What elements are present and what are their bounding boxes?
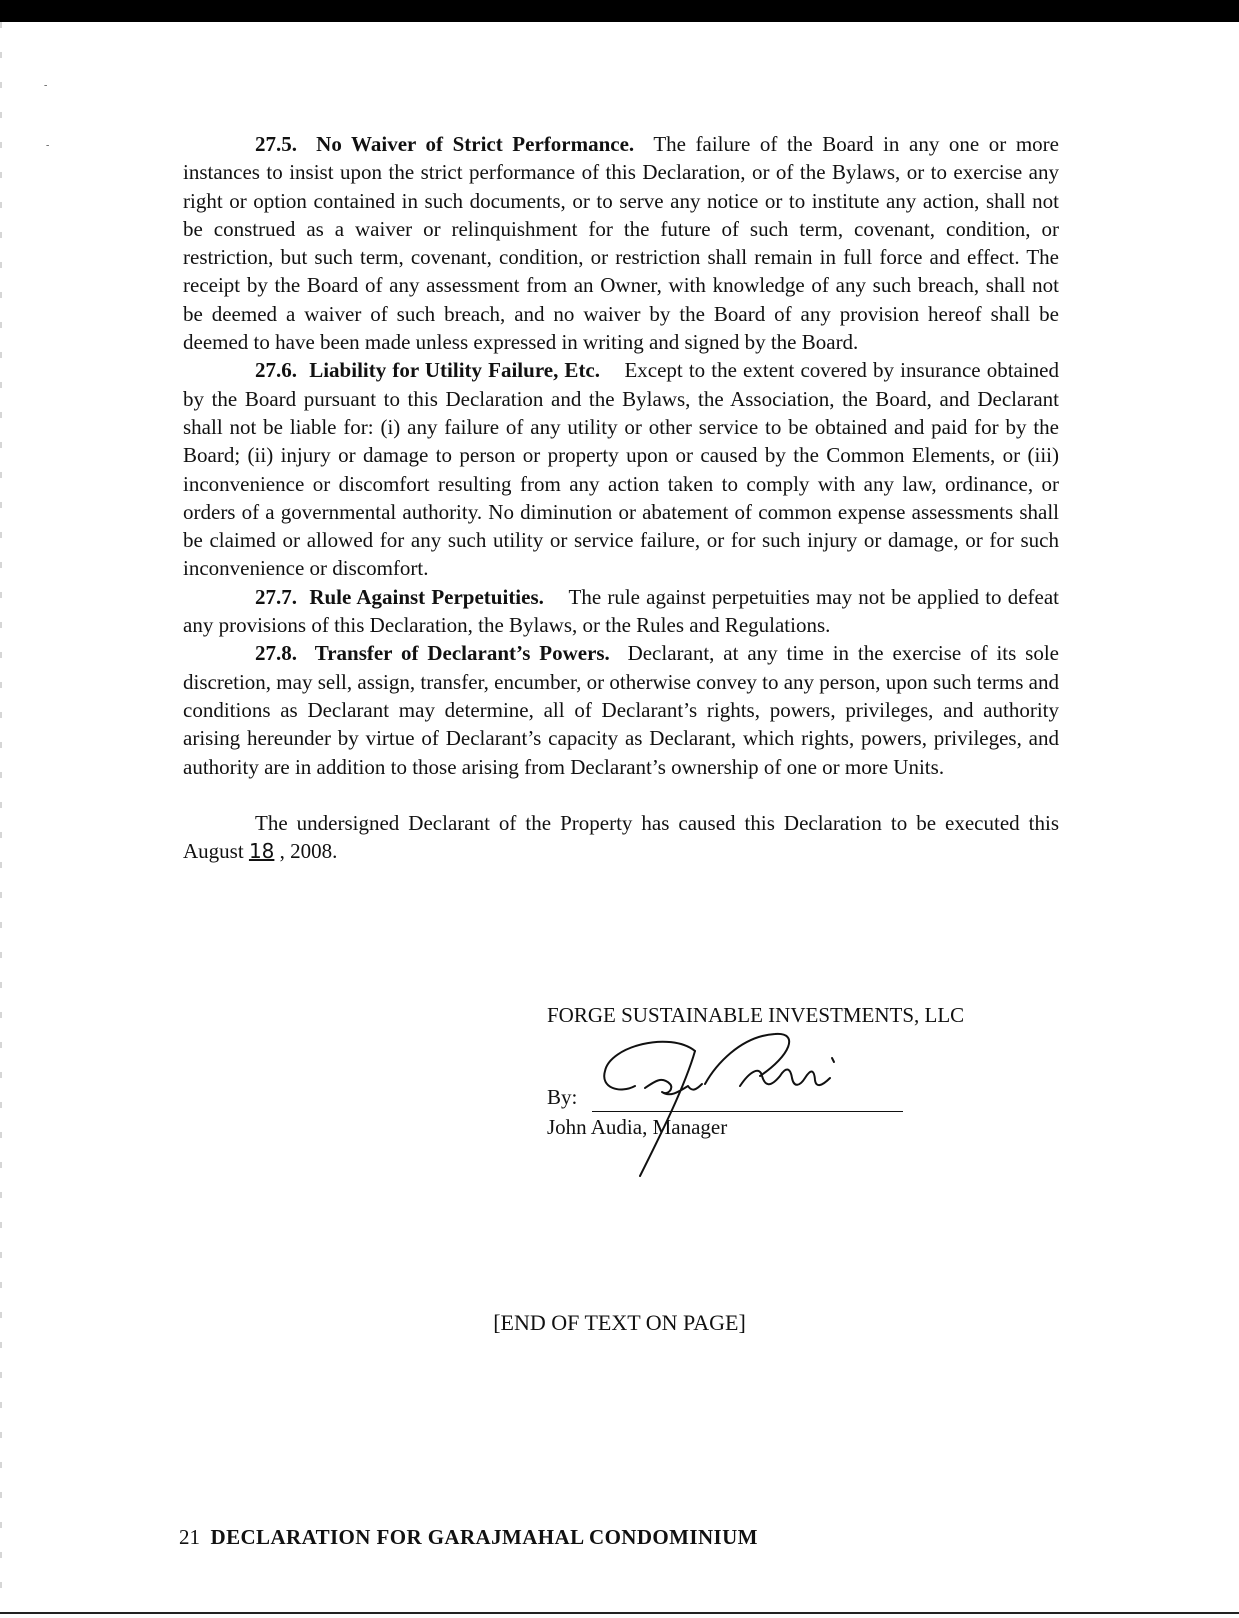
execution-text: The undersigned Declarant of the Property has caused this Declaration to be executed this August <box>183 810 1059 864</box>
section-heading: No Waiver of Strict Performance. <box>316 132 635 156</box>
page-footer <box>179 1525 758 1550</box>
by-label: By: <box>547 1085 578 1109</box>
signature-block <box>547 1001 1067 1139</box>
section-27-5 <box>183 130 1059 356</box>
page-number: 21 <box>179 1525 200 1549</box>
execution-paragraph <box>183 809 1059 866</box>
handwritten-signature <box>600 1026 890 1181</box>
execution-day: 18 <box>248 839 275 864</box>
scan-top-border <box>0 0 1239 22</box>
company-name: FORGE SUSTAINABLE INVESTMENTS, LLC <box>547 1003 965 1027</box>
section-27-8 <box>183 639 1059 780</box>
section-heading: Transfer of Declarant’s Powers. <box>314 641 610 666</box>
section-number: 27.6. <box>255 358 297 383</box>
scan-bottom-border <box>0 1612 1239 1614</box>
section-number: 27.7. <box>255 584 297 609</box>
footer-title: DECLARATION FOR GARAJMAHAL CONDOMINIUM <box>210 1525 758 1549</box>
signer-name: John Audia, Manager <box>547 1115 728 1139</box>
section-number: 27.8. <box>255 641 297 666</box>
section-body: The rule against perpetuities may not be applied to defeat any provisions of this Declaration, the Bylaws, or the Rules and Regulations. <box>183 584 1060 638</box>
section-number: 27.5. <box>255 132 297 156</box>
scan-speck: - <box>44 80 48 91</box>
section-body: The failure of the Board in any one or more instances to insist upon the strict performance of this Declaration, or of the Bylaws, or to exercise any right or option contained in such documents, or to serve any notice or to institute any action, shall not be construed as a waiver or relinquishment for the future of such term, covenant, condition, or restriction, but such term, covenant, condition, or restriction shall remain in full force and effect. The receipt by the Board of any assessment from an Owner, with knowledge of any such breach, shall not be deemed a waiver of such breach, and no waiver by the Board of any provision hereof shall be deemed to have been made unless expressed in writing and signed by the Board. <box>183 132 1059 355</box>
scan-left-edge <box>0 22 2 1612</box>
section-body: Except to the extent covered by insurance obtained by the Board pursuant to this Declaration and the Bylaws, the Association, the Board, and Declarant shall not be liable for: (i) any failure of any utility or other service to be obtained and paid for by the Board; (ii) injury or damage to person or property upon or caused by the Common Elements, or (iii) inconvenience or discomfort resulting from any action taken to comply with any law, ordinance, or orders of a governmental authority. No diminution or abatement of common expense assessments shall be claimed or allowed for any such utility or service failure, or for such injury or damage, or for such inconvenience or discomfort. <box>183 358 1060 581</box>
execution-year: , 2008. <box>274 839 338 864</box>
section-body: Declarant, at any time in the exercise of its sole discretion, may sell, assign, transfer, encumber, or otherwise convey to any person, upon such terms and conditions as Declarant may determine, all of Declarant’s rights, powers, privileges, and authority arising hereunder by virtue of Declarant’s capacity as Declarant, which rights, powers, privileges, and authority are in addition to those arising from Declarant’s ownership of one or more Units. <box>183 641 1060 779</box>
scan-speck: - <box>46 140 50 151</box>
section-heading: Rule Against Perpetuities. <box>309 584 544 609</box>
section-heading: Liability for Utility Failure, Etc. <box>309 358 601 383</box>
section-27-7 <box>183 583 1059 640</box>
section-27-6 <box>183 356 1059 582</box>
end-of-text-marker: [END OF TEXT ON PAGE] <box>493 1310 746 1335</box>
document-body <box>183 130 1059 865</box>
